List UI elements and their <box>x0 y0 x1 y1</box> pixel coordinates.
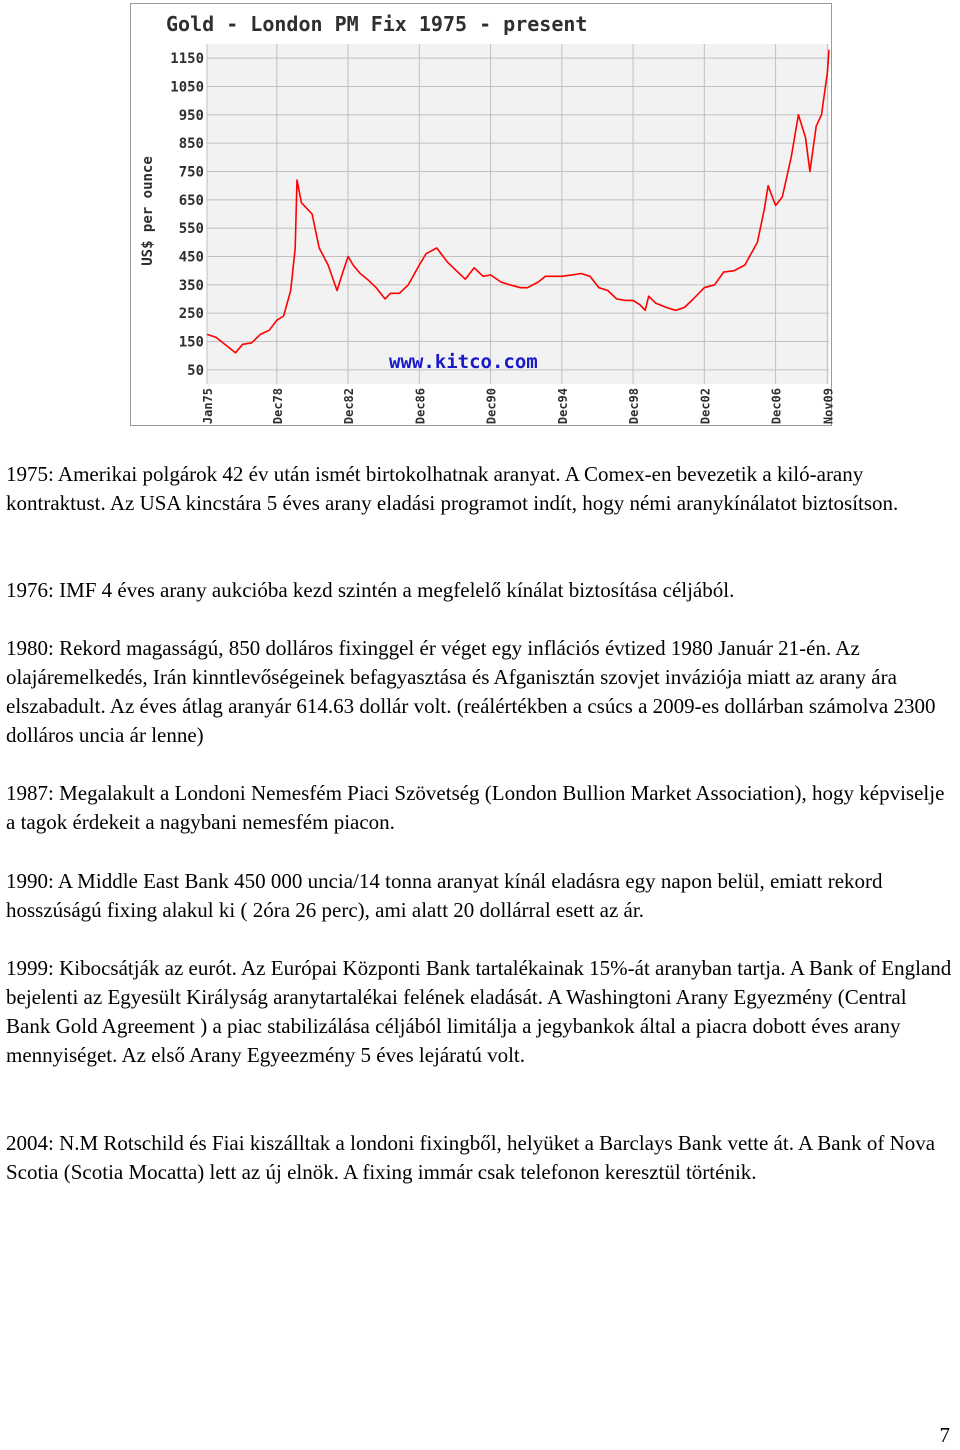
watermark: www.kitco.com <box>389 351 538 373</box>
plot-background <box>207 44 829 384</box>
x-tick-label: Jan75 <box>201 388 215 425</box>
y-tick-label: 650 <box>178 192 204 209</box>
x-tick-label: Dec98 <box>627 388 642 425</box>
y-tick-label: 50 <box>187 362 204 379</box>
y-tick-label: 1050 <box>170 79 204 96</box>
paragraph-1987: 1987: Megalakult a Londoni Nemesfém Piaci Szövetség (London Bullion Market Association), hogy képviselje a tagok érdekeit a nagybani nemesfém piacon. <box>6 781 945 834</box>
paragraph-2004: 2004: N.M Rotschild és Fiai kiszálltak a londoni fixingből, helyüket a Barclays Bank vette át. A Bank of Nova Scotia (Scotia Mocatta) lett az új elnök. A fixing immár csak telefonon keresztül történik. <box>6 1131 936 1184</box>
x-tick-label: Dec02 <box>698 388 713 425</box>
x-tick-label: Dec06 <box>769 388 784 425</box>
y-tick-label: 850 <box>178 136 204 153</box>
gold-price-chart <box>130 3 836 426</box>
x-tick-label: Dec78 <box>270 388 285 425</box>
y-tick-label: 750 <box>178 164 204 181</box>
chart-title: Gold - London PM Fix 1975 - present <box>166 12 588 36</box>
x-tick-label: Dec82 <box>342 388 357 425</box>
y-tick-label: 250 <box>178 306 204 323</box>
y-tick-label: 950 <box>178 107 204 124</box>
x-tick-label: Nov09 <box>821 388 836 425</box>
y-axis-label: US$ per ounce <box>140 156 156 266</box>
paragraph-1975: 1975: Amerikai polgárok 42 év után ismét birtokolhatnak aranyat. A Comex-en bevezetik a kiló-arany kontraktust. Az USA kincstára 5 éves arany eladási programot indít, hogy némi aranykínálatot biztosítson. <box>6 462 899 515</box>
x-tick-label: Dec94 <box>555 388 570 425</box>
y-tick-label: 350 <box>178 277 204 294</box>
paragraph-1976: 1976: IMF 4 éves arany aukcióba kezd szintén a megfelelő kínálat biztosítása céljából. <box>6 578 735 602</box>
y-tick-label: 150 <box>178 334 204 351</box>
paragraph-1980: 1980: Rekord magasságú, 850 dolláros fixinggel ér véget egy inflációs évtized 1980 Január 21-én. Az olajáremelkedés, Irán kinntlevőségeinek befagyasztása és Afganisztán szovjet inváziója miatt az arany ára elszabadult. Az éves átlag aranyár 614.63 dollár volt. (reálértékben a csúcs a 2009-es dollárban számolva 2300 dolláros uncia ár lenne) <box>6 636 936 747</box>
paragraph-1990: 1990: A Middle East Bank 450 000 uncia/14 tonna aranyat kínál eladásra egy napon belül, emiatt rekord hosszúságú fixing alakul ki ( 2óra 26 perc), ami alatt 20 dollárral esett az ár. <box>6 869 883 922</box>
x-tick-label: Dec86 <box>413 388 428 425</box>
y-tick-label: 450 <box>178 249 204 266</box>
y-tick-label: 1150 <box>170 51 204 68</box>
x-tick-label: Dec90 <box>484 388 499 425</box>
page-number: 7 <box>939 1423 950 1447</box>
paragraph-1999: 1999: Kibocsátják az eurót. Az Európai Központi Bank tartalékainak 15%-át aranyban tartja. A Bank of England bejelenti az Egyesült Királyság aranytartalékai felének eladását. A Washingtoni Arany Egyezmény (Central Bank Gold Agreement ) a piac stabilizálása céljából limitálja a jegybankok által a piacra dobott éves arany mennyiséget. Az első Arany Egyeezmény 5 éves lejáratú volt. <box>6 956 952 1067</box>
y-tick-label: 550 <box>178 221 204 238</box>
